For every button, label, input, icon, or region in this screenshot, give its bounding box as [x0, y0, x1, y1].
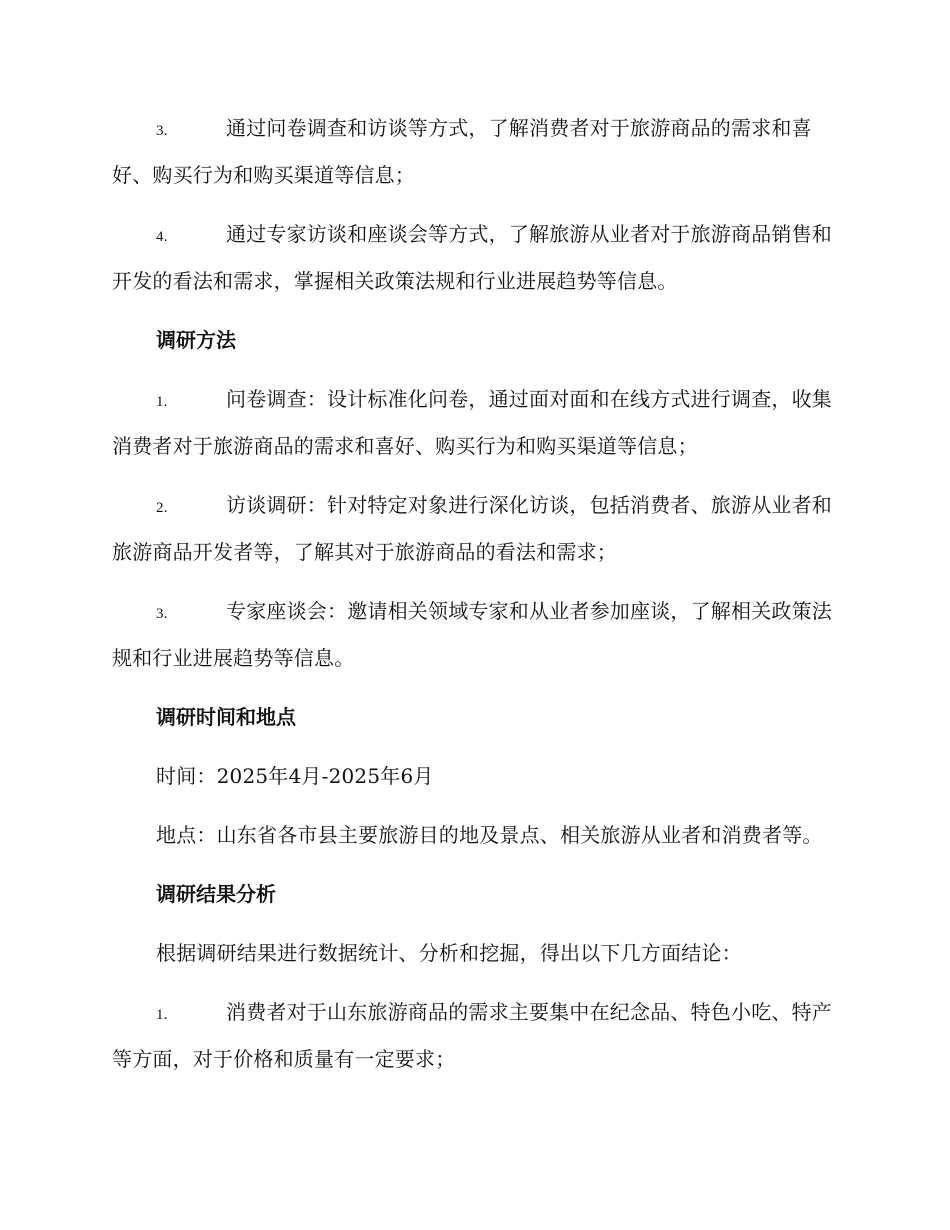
list-number: 3. — [156, 123, 168, 139]
list-item-2-interview — [112, 483, 837, 574]
section-heading-results: 调研结果分析 — [156, 882, 276, 906]
list-item-text: 问卷调查：设计标准化问卷，通过面对面和在线方式进行调查，收集消费者对于旅游商品的需求和喜好、购买行为和购买渠道等信息； — [112, 387, 832, 458]
list-item-3-symposium — [112, 589, 837, 680]
section-heading-time-place: 调研时间和地点 — [156, 705, 296, 729]
document-page — [112, 106, 837, 1096]
list-item-1-consumer-demand — [112, 990, 837, 1081]
list-item-3-survey — [112, 106, 837, 197]
section-heading-methods: 调研方法 — [156, 328, 236, 352]
list-item-text: 通过问卷调查和访谈等方式，了解消费者对于旅游商品的需求和喜好、购买行为和购买渠道等信息； — [112, 116, 812, 187]
place-paragraph: 地点：山东省各市县主要旅游目的地及景点、相关旅游从业者和消费者等。 — [156, 823, 823, 847]
list-item-text: 访谈调研：针对特定对象进行深化访谈，包括消费者、旅游从业者和旅游商品开发者等，了解其对于旅游商品的看法和需求； — [112, 493, 832, 564]
list-number: 3. — [156, 606, 168, 622]
results-intro-paragraph: 根据调研结果进行数据统计、分析和挖掘，得出以下几方面结论： — [156, 941, 742, 965]
time-paragraph: 时间：2025年4月-2025年6月 — [156, 764, 434, 788]
list-number: 1. — [156, 1007, 168, 1023]
list-number: 1. — [156, 394, 168, 410]
list-item-4-expert — [112, 212, 837, 303]
list-item-text: 通过专家访谈和座谈会等方式，了解旅游从业者对于旅游商品销售和开发的看法和需求，掌握相关政策法规和行业进展趋势等信息。 — [112, 222, 832, 293]
list-item-text: 消费者对于山东旅游商品的需求主要集中在纪念品、特色小吃、特产等方面，对于价格和质量有一定要求； — [112, 1000, 832, 1071]
list-number: 4. — [156, 229, 168, 245]
list-item-1-questionnaire — [112, 377, 837, 468]
list-number: 2. — [156, 500, 168, 516]
list-item-text: 专家座谈会：邀请相关领域专家和从业者参加座谈，了解相关政策法规和行业进展趋势等信息。 — [112, 599, 832, 670]
